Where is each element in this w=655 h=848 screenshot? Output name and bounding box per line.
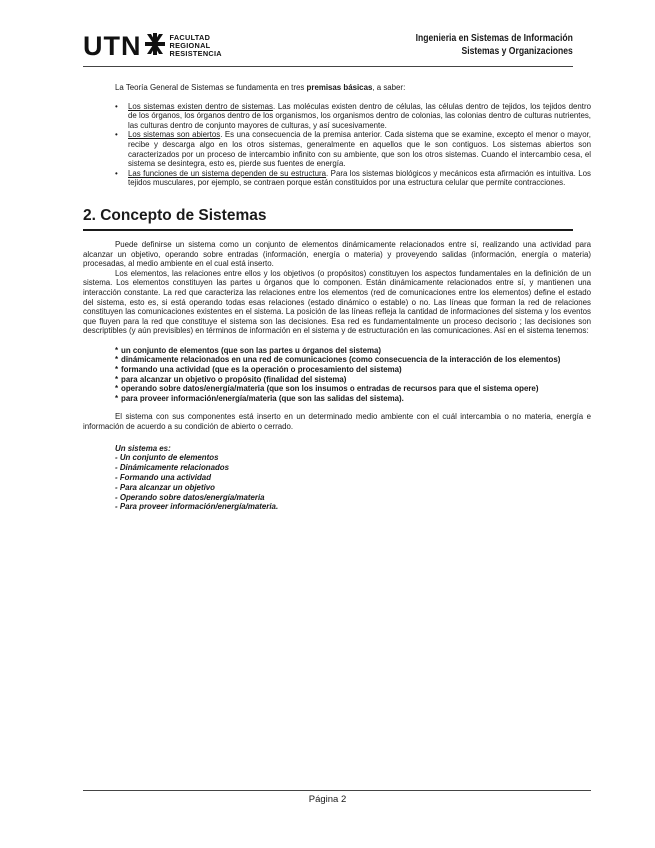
- premise-text: . Las moléculas existen dentro de células, las células dentro de tejidos, los tejidos dentro de los órganos, los órganos dentro de los organismos, los organismos dentro de colonias, las colonias dentro de culturas nutrientes, las culturas dentro de conjunto mayores de culturas, y así sucesivamente.: [128, 101, 591, 130]
- summary-item: - Dinámicamente relacionados: [115, 463, 230, 473]
- list-item: [115, 384, 591, 394]
- summary-item: - Para alcanzar un objetivo: [115, 482, 215, 492]
- list-item-text: dinámicamente relacionados en una red de comunicaciones (como consecuencia de la interacción de los elementos): [121, 355, 561, 365]
- list-item-text: para proveer información/energía/materia (que son las salidas del sistema).: [121, 393, 404, 403]
- utn-logo: [83, 32, 222, 60]
- asterisk-marker: *: [115, 355, 119, 365]
- premise-title: Los sistemas son abiertos: [128, 130, 221, 140]
- page-content: [83, 80, 591, 512]
- footer-divider: [83, 790, 591, 791]
- concept-paragraph-1: Puede definirse un sistema como un conjunto de elementos dinámicamente relacionados entre sí, realizando una actividad para alcanzar un objetivo, operando sobre entradas (información, energía o materia) y proveyendo salidas (información, energía o materia) procesadas, al medio ambiente en el cual está inserto.: [83, 239, 591, 269]
- logo-line-facultad: FACULTAD: [169, 33, 211, 42]
- list-item: [115, 169, 591, 188]
- intro-after: , a saber:: [372, 83, 406, 92]
- concept-paragraph-3: El sistema con sus componentes está inserto en un determinado medio ambiente con el cuál intercambia o no materia, energía e información de acuerdo a su condición de abierto o cerrado.: [83, 412, 591, 432]
- premise-text: . Para los sistemas biológicos y mecánicos esta afirmación es intuitiva. Los tejidos musculares, por ejemplo, se contraen porque están constituidos por una estructura celular que permite contracciones.: [128, 168, 591, 188]
- asterisk-marker: *: [115, 374, 119, 384]
- list-item-text: un conjunto de elementos (que son las partes u órganos del sistema): [121, 345, 382, 355]
- intro-text: La Teoría General de Sistemas se fundamenta en tres: [115, 83, 307, 92]
- list-item: [115, 365, 591, 375]
- premise-text: . Es una consecuencia de la premisa anterior. Cada sistema que se examine, excepto el menor o mayor, recibe y descarga algo en los otros sistemas, generalmente en aquellos que le son contiguos. Los sistemas abiertos son caracterizados por un proceso de intercambio infinito con su ambiente, que son los otros sistemas. Cuando el intercambio cesa, el sistema se desintegra, esto es, pierde sus fuentes de energía.: [128, 130, 591, 169]
- logo-line-regional: REGIONAL: [169, 41, 211, 50]
- list-item-text: para alcanzar un objetivo o propósito (finalidad del sistema): [121, 374, 347, 384]
- summary-item: - Formando una actividad: [115, 473, 212, 483]
- list-item: [115, 130, 591, 168]
- concept-paragraph-2: Los elementos, las relaciones entre ellos y los objetivos (o propósitos) constituyen los aspectos fundamentales en la definición de un sistema. Los elementos constituyen las partes u órganos que lo componen. Están dinámicamente relacionados entre sí, y mantienen una interacción constante. La red que caracteriza las relaciones entre los elementos (red de comunicaciones entre los elementos) define el estado del sistema, esto es, si está operando todas esas relaciones (estado dinámico o estable) o no. Las líneas que forman la red de relaciones constituyen las comunicaciones existentes en el sistema. La posición de las líneas refleja la cantidad de informaciones del sistema y los eventos que fluyen para la red que constituye el sistema son las decisiones. Esa red es fundamentalmente un proceso decisorio ; las decisiones son descriptibles (y aún previsibles) en términos de información en el sistema y de estructuración en las comunicaciones. Así en el sistema tenemos:: [83, 268, 591, 336]
- bullet-icon: •: [115, 130, 118, 140]
- summary-item: - Un conjunto de elementos: [115, 453, 219, 463]
- premise-title: Los sistemas existen dentro de sistemas: [128, 101, 273, 111]
- summary-item: - Operando sobre datos/energía/materia: [115, 492, 265, 502]
- system-characteristics-list: [83, 346, 591, 404]
- logo-line-resistencia: RESISTENCIA: [169, 49, 222, 58]
- list-item: [115, 394, 591, 404]
- premises-intro: [83, 83, 591, 93]
- intro-bold: premisas básicas: [306, 83, 373, 92]
- header-title-line1: Ingenieria en Sistemas de Información: [415, 33, 573, 44]
- list-item: [115, 346, 591, 356]
- premises-list: [83, 102, 591, 188]
- asterisk-marker: *: [115, 393, 119, 403]
- asterisk-marker: *: [115, 345, 119, 355]
- page-number: Página 2: [308, 794, 347, 805]
- list-item: [115, 355, 591, 365]
- list-item: [115, 375, 591, 385]
- section-heading-rule: [83, 229, 573, 231]
- bullet-icon: •: [115, 168, 118, 178]
- summary-block: [83, 444, 591, 513]
- utn-emblem-icon: [145, 33, 165, 60]
- section-heading: 2. Concepto de Sistemas: [83, 206, 267, 224]
- asterisk-marker: *: [115, 365, 119, 375]
- list-item-text: operando sobre datos/energía/materia (que son los insumos o entradas de recursos para que el sistema opere): [121, 384, 539, 394]
- summary-title: Un sistema es:: [115, 443, 171, 453]
- header-title: [416, 32, 573, 58]
- logo-text: UTN: [83, 31, 142, 61]
- page-header: [83, 30, 573, 64]
- premise-title: Las funciones de un sistema dependen de su estructura: [128, 168, 327, 178]
- header-title-line2: Sistemas y Organizaciones: [461, 46, 573, 57]
- header-divider: [83, 66, 573, 67]
- summary-item: - Para proveer información/energía/materia.: [115, 502, 279, 512]
- logo-faculty-text: [170, 34, 222, 58]
- bullet-icon: •: [115, 101, 118, 111]
- list-item-text: formando una actividad (que es la operación o procesamiento del sistema): [121, 365, 402, 375]
- asterisk-marker: *: [115, 384, 119, 394]
- list-item: [115, 102, 591, 131]
